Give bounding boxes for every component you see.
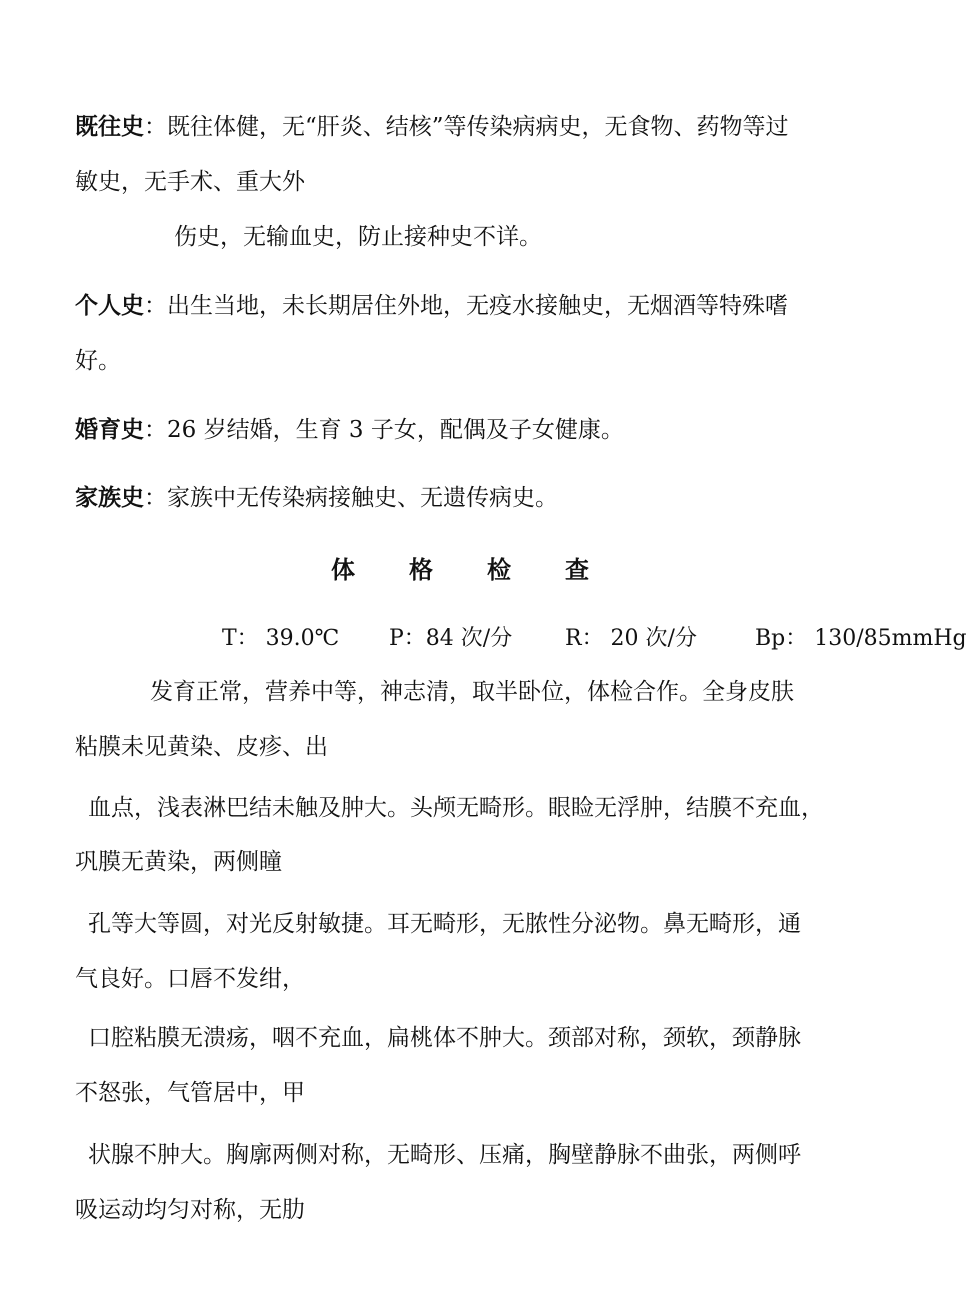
exam-line: 不怒张，气管居中，甲 — [75, 1080, 305, 1106]
exam-line: 粘膜未见黄染、皮疹、出 — [75, 734, 328, 760]
past-history-label: 既往史 — [75, 113, 144, 140]
past-history-line-2: 敏史，无手术、重大外 — [75, 169, 305, 195]
past-history-line-1 — [75, 111, 789, 143]
exam-line: 血点，浅表淋巴结未触及肿大。头颅无畸形。眼睑无浮肿，结膜不充血， — [88, 795, 824, 821]
family-history-label: 家族史 — [75, 484, 144, 511]
family-history-text: 家族中无传染病接触史、无遗传病史。 — [167, 485, 558, 511]
separator: ： — [144, 114, 167, 140]
family-history-line — [75, 482, 558, 514]
personal-history-text: 出生当地，未长期居住外地，无疫水接触史，无烟酒等特殊嗜 — [167, 293, 788, 319]
title-char: 格 — [409, 555, 433, 584]
exam-line: 气良好。口唇不发绀， — [75, 966, 305, 992]
separator: ： — [144, 417, 167, 443]
vital-pulse: P：84 次/分 — [389, 626, 513, 651]
exam-line: 孔等大等圆，对光反射敏捷。耳无畸形，无脓性分泌物。鼻无畸形，通 — [88, 911, 801, 937]
personal-history-line-2: 好。 — [75, 348, 121, 374]
marital-history-label: 婚育史 — [75, 416, 144, 443]
exam-line: 巩膜无黄染，两侧瞳 — [75, 849, 282, 875]
vital-blood-pressure: Bp： 130/85mmHg — [755, 626, 967, 651]
separator: ： — [144, 485, 167, 511]
marital-history-line — [75, 414, 624, 446]
past-history-line-3: 伤史，无输血史，防止接种史不详。 — [174, 224, 542, 250]
title-char: 检 — [487, 555, 511, 584]
exam-section-title — [0, 550, 920, 585]
vital-respiration: R： 20 次/分 — [565, 626, 697, 651]
title-char: 体 — [331, 555, 355, 584]
title-char: 查 — [565, 555, 589, 584]
exam-line: 口腔粘膜无溃疡，咽不充血，扁桃体不肿大。颈部对称，颈软，颈静脉 — [88, 1025, 801, 1051]
exam-line: 发育正常，营养中等，神志清，取半卧位，体检合作。全身皮肤 — [150, 679, 794, 705]
vital-temperature: T： 39.0℃ — [222, 626, 340, 651]
exam-line: 吸运动均匀对称，无肋 — [75, 1197, 305, 1223]
separator: ： — [144, 293, 167, 319]
personal-history-label: 个人史 — [75, 292, 144, 319]
personal-history-line-1 — [75, 290, 788, 322]
marital-history-text: 26 岁结婚，生育 3 子女，配偶及子女健康。 — [167, 417, 624, 443]
past-history-text: 既往体健，无“肝炎、结核”等传染病病史，无食物、药物等过 — [167, 114, 789, 140]
exam-line: 状腺不肿大。胸廓两侧对称，无畸形、压痛，胸壁静脉不曲张，两侧呼 — [88, 1142, 801, 1168]
